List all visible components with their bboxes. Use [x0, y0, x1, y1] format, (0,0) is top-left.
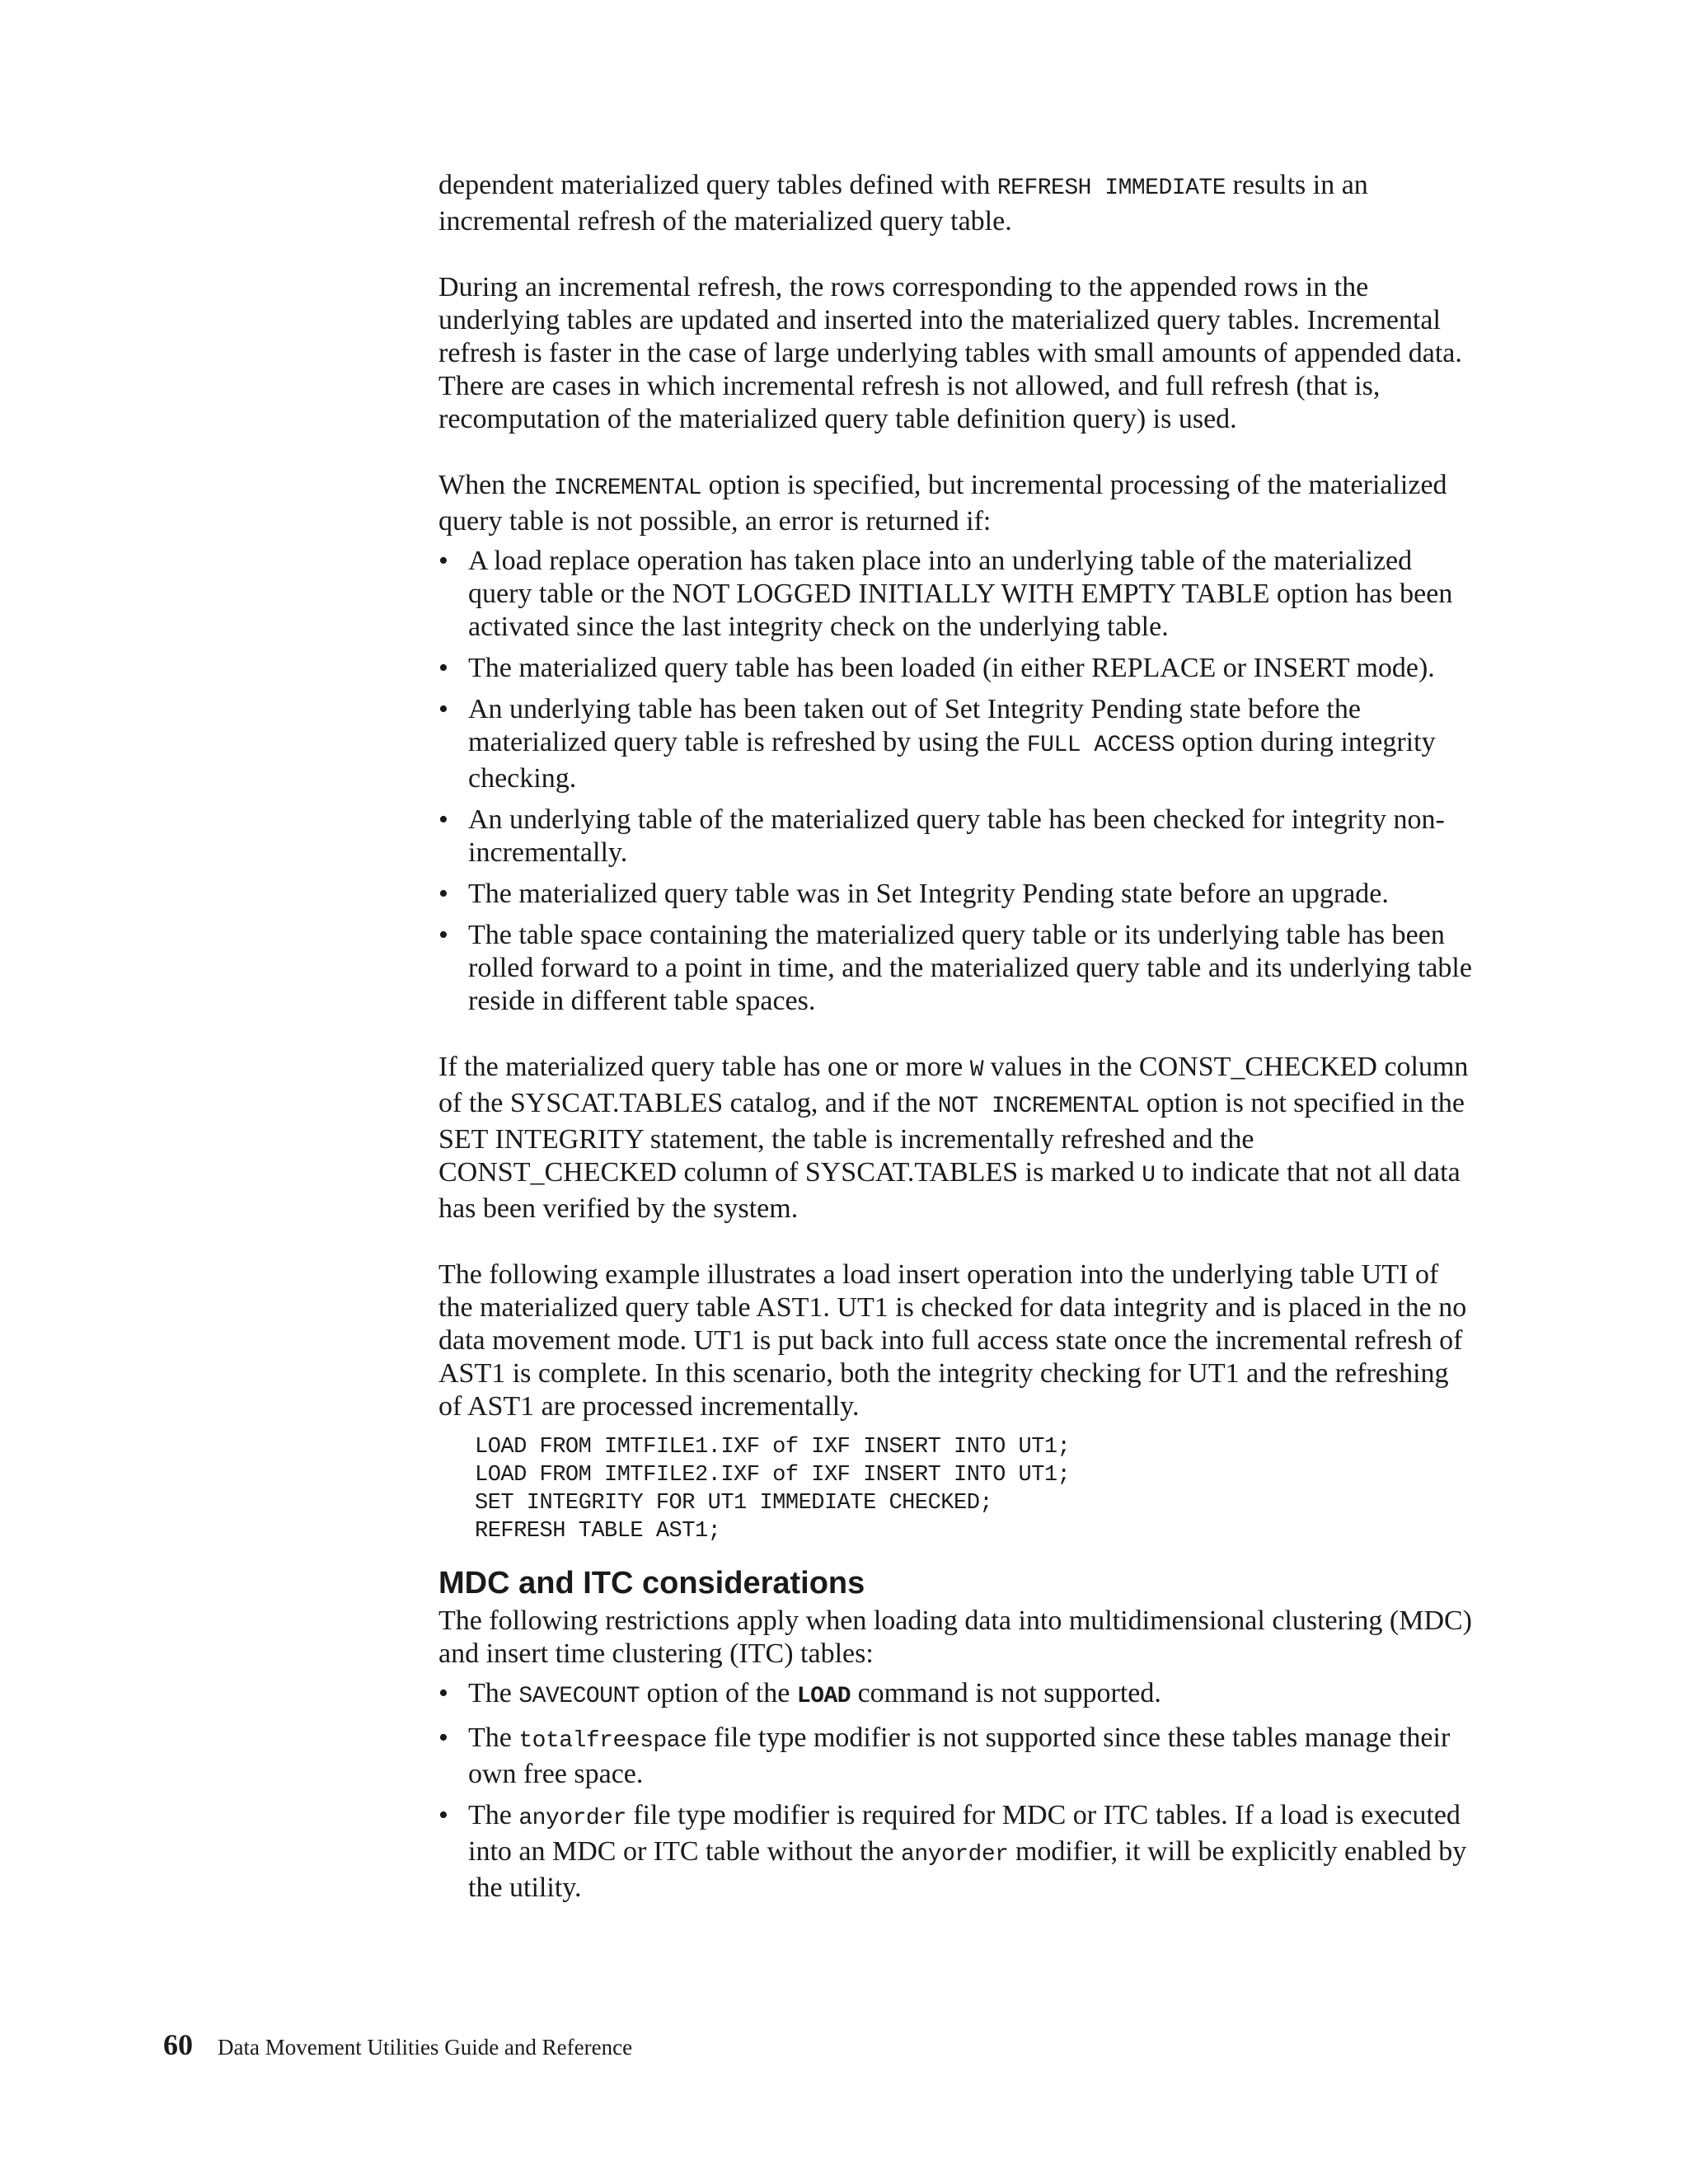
- inline-code: totalfreespace: [518, 1728, 707, 1754]
- paragraph-const-checked: [438, 1051, 1477, 1226]
- list-item-text: command is not supported.: [851, 1678, 1161, 1708]
- inline-code: INCREMENTAL: [553, 476, 702, 501]
- paragraph-refresh-immediate: [438, 169, 1477, 238]
- code-line: REFRESH TABLE AST1;: [475, 1519, 721, 1544]
- text-run: values in the CONST_CHECKED column of the SYSCAT.TABLES catalog, and if the: [438, 1052, 1469, 1118]
- list-item-text: option of the: [640, 1678, 797, 1708]
- inline-code: NOT INCREMENTAL: [937, 1094, 1140, 1119]
- inline-code: anyorder: [901, 1842, 1009, 1868]
- list-item-text: An underlying table of the materialized query table has been checked for integrity non-incrementally.: [468, 804, 1445, 868]
- inline-code: W: [969, 1057, 984, 1083]
- list-item: [438, 1799, 1477, 1905]
- bullet-icon: •: [438, 694, 448, 724]
- paragraph-example: The following example illustrates a load insert operation into the underlying table UTI of the materialized query table AST1. UT1 is checked for data integrity and is placed in the no data movement mode. UT1 is put back into full access state once the incremental refresh of AST1 is complete. In this scenario, both the integrity checking for UT1 and the refreshing of AST1 are processed incrementally.: [438, 1259, 1467, 1422]
- inline-code: REFRESH IMMEDIATE: [996, 176, 1226, 201]
- text-run: dependent materialized query tables defined with: [438, 170, 997, 200]
- list-item: [438, 545, 1477, 644]
- list-item: [438, 1677, 1477, 1713]
- list-item-text: file type modifier is not supported since these tables manage their own free space.: [468, 1722, 1451, 1789]
- book-title: Data Movement Utilities Guide and Reference: [218, 2035, 633, 2060]
- inline-code-bold: LOAD: [796, 1684, 851, 1709]
- inline-code: anyorder: [518, 1806, 626, 1831]
- list-item: [438, 693, 1477, 795]
- bullet-icon: •: [438, 546, 448, 576]
- paragraph-incremental-refresh: During an incremental refresh, the rows corresponding to the appended rows in the underlying tables are updated and inserted into the materialized query tables. Incremental refresh is faster in the case of large underlying tables with small amounts of appended data. There are cases in which incremental refresh is not allowed, and full refresh (that is, recomputation of the materialized query table definition query) is used.: [438, 272, 1462, 434]
- list-item-text: The materialized query table was in Set Integrity Pending state before an upgrade.: [468, 879, 1389, 909]
- paragraph-mdc-intro: The following restrictions apply when loading data into multidimensional clustering (MDC) and insert time clustering (ITC) tables:: [438, 1605, 1472, 1669]
- main-text-column: [438, 169, 1477, 1913]
- list-item: [438, 878, 1477, 911]
- list-item: [438, 804, 1477, 869]
- text-run: option is not specified in the SET INTEGRITY statement, the table is incrementally refreshed and the CONST_CHECKED column of SYSCAT.TABLES is marked: [438, 1088, 1465, 1188]
- bullet-icon: •: [438, 653, 448, 683]
- list-item-text: The: [468, 1722, 519, 1753]
- list-item-text: The table space containing the materialized query table or its underlying table has been rolled forward to a point in time, and the materialized query table and its underlying table reside in different table spaces.: [468, 920, 1472, 1016]
- text-run: option is specified, but incremental processing of the materialized query table is not possible, an error is returned if:: [438, 470, 1447, 537]
- inline-code: FULL ACCESS: [1026, 733, 1175, 758]
- list-item-text: A load replace operation has taken place into an underlying table of the materialized query table or the NOT LOGGED INITIALLY WITH EMPTY TABLE option has been activated since the last integrity check on the underlying table.: [468, 546, 1453, 642]
- list-item-text: An underlying table has been taken out of Set Integrity Pending state before the materialized query table is refreshed by using the: [468, 694, 1361, 757]
- mdc-restrictions-list: [438, 1677, 1477, 1905]
- list-item: [438, 1722, 1477, 1791]
- list-item-text: file type modifier is required for MDC or ITC tables. If a load is executed into an MDC or ITC table without the: [468, 1800, 1461, 1867]
- list-item-text: The: [468, 1800, 519, 1830]
- code-line: LOAD FROM IMTFILE2.IXF of IXF INSERT INTO UT1;: [475, 1463, 1071, 1488]
- code-example: [475, 1433, 1477, 1545]
- page-footer: [163, 2027, 632, 2064]
- paragraph-incremental-option: [438, 469, 1477, 538]
- error-conditions-list: [438, 545, 1477, 1018]
- text-run: When the: [438, 470, 554, 500]
- bullet-icon: •: [438, 879, 448, 909]
- section-heading: MDC and ITC considerations: [438, 1566, 865, 1601]
- bullet-icon: •: [438, 1722, 448, 1753]
- list-item-text: The: [468, 1678, 519, 1708]
- bullet-icon: •: [438, 804, 448, 835]
- inline-code: U: [1142, 1163, 1156, 1188]
- list-item-text: option during integrity checking.: [468, 727, 1436, 794]
- text-run: to indicate that not all data has been verified by the system.: [438, 1157, 1461, 1224]
- bullet-icon: •: [438, 1800, 448, 1830]
- text-run: results in an incremental refresh of the materialized query table.: [438, 170, 1368, 237]
- code-line: LOAD FROM IMTFILE1.IXF of IXF INSERT INTO UT1;: [475, 1435, 1071, 1460]
- list-item-text: modifier, it will be explicitly enabled by the utility.: [468, 1836, 1467, 1903]
- page-number: 60: [163, 2028, 193, 2061]
- inline-code: SAVECOUNT: [518, 1684, 640, 1709]
- code-line: SET INTEGRITY FOR UT1 IMMEDIATE CHECKED;: [475, 1491, 993, 1516]
- text-run: If the materialized query table has one or more: [438, 1052, 970, 1082]
- list-item-text: The materialized query table has been loaded (in either REPLACE or INSERT mode).: [468, 653, 1435, 683]
- bullet-icon: •: [438, 1678, 448, 1708]
- list-item: [438, 652, 1477, 685]
- list-item: [438, 919, 1477, 1018]
- bullet-icon: •: [438, 920, 448, 950]
